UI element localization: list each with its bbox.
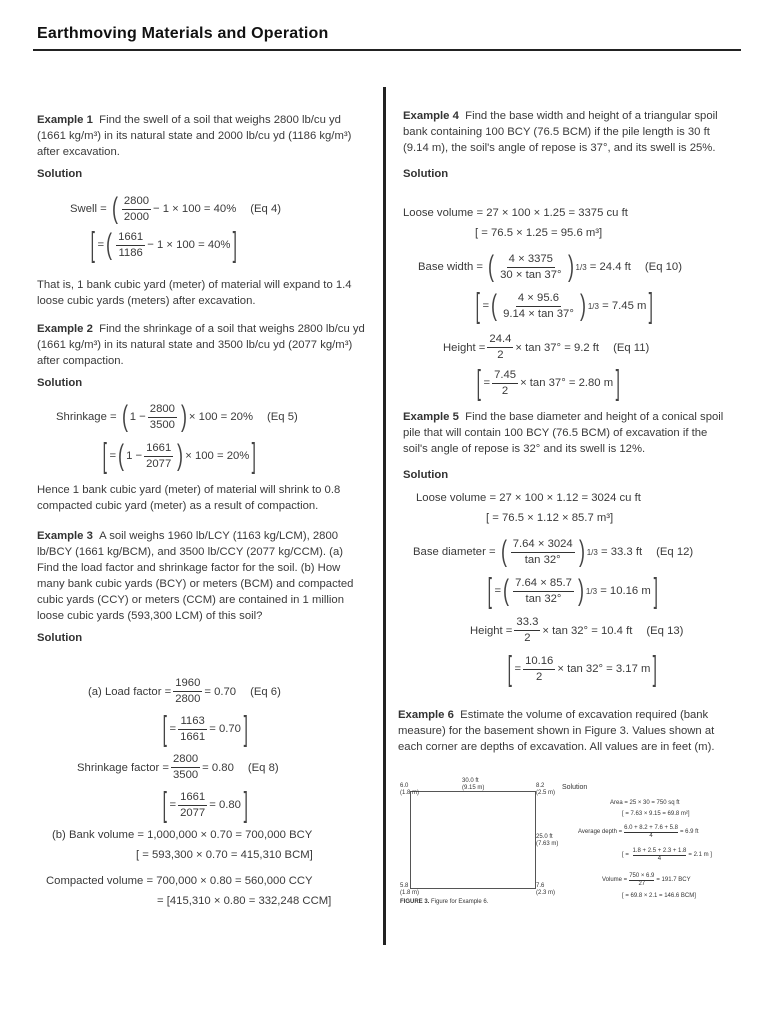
area-line: Area = 25 × 30 = 750 sq ft xyxy=(610,800,680,806)
shrinkage-factor-equation: Shrinkage factor = $\frac{2800}{3500}$ = 0.80 (Eq 8) xyxy=(77,753,279,781)
loose-volume-metric-ex4: [ = 76.5 × 1.25 = 95.6 m³] xyxy=(475,227,603,239)
height-equation-ex4-metric: [ = $\frac{7.45}{2}$ × tan 37° = 2.80 m ] xyxy=(476,364,620,402)
base-diameter-equation: Base diameter = ( $\frac{7.64 \times 3024}{\tan 32^\circ}$ ) 1/3 = 33.3 ft (Eq 12) xyxy=(413,535,694,568)
volume-metric-line: [ = 69.8 × 2.1 = 146.6 BCM] xyxy=(622,893,696,899)
example-4-solution-label: Solution xyxy=(403,168,449,180)
swell-equation-metric: [ = ( $\frac{1661}{1186}$ − 1 × 100 = 40% ] xyxy=(90,226,238,264)
shrinkage-factor-equation-metric: [ = $\frac{1661}{2077}$ = 0.80 ] xyxy=(162,786,248,824)
compacted-volume-line: Compacted volume = 700,000 × 0.80 = 560,000 CCY xyxy=(46,875,313,887)
bank-volume-metric-line: [ = 593,300 × 0.70 = 415,310 BCM] xyxy=(136,849,313,861)
example-4-text: Find the base width and height of a triangular spoil bank containing 100 BCY (76.5 BCM) if the pile length is 30 ft (9.14 m), the soil's angle of repose is 37°, and its swell is 25%. xyxy=(403,110,718,154)
example-1-block xyxy=(37,112,367,182)
example-3-block xyxy=(37,528,367,646)
loose-volume-line-ex4: Loose volume = 27 × 100 × 1.25 = 3375 cu ft xyxy=(403,207,628,219)
figure-3 xyxy=(400,778,750,908)
volume-line: Volume = $\frac{750 \times 6.9}{27}$ = 191.7 BCY xyxy=(602,873,691,887)
example-4-label: Example 4 xyxy=(403,110,459,122)
shrinkage-equation-metric: [ = ( 1 − $\frac{1661}{2077}$ ) × 100 = 20% ] xyxy=(102,437,257,475)
load-factor-equation-metric: [ = $\frac{1163}{1661}$ = 0.70 ] xyxy=(162,710,248,748)
example-5-block xyxy=(403,409,733,483)
example-1-label: Example 1 xyxy=(37,114,93,126)
example-5-solution-label: Solution xyxy=(403,469,449,481)
base-width-equation: Base width = ( $\frac{4 \times 3375}{30 \times \tan 37^\circ}$ ) 1/3 = 24.4 ft (Eq 10) xyxy=(418,250,682,283)
example-6-text: Estimate the volume of excavation required (bank measure) for the basement shown in Figure 3. Values shown at each corner are depths of excavation. All values are in feet (m). xyxy=(398,709,715,753)
example-6-block xyxy=(398,707,728,755)
area-metric-line: [ = 7.63 × 9.15 = 69.8 m²] xyxy=(622,811,690,817)
example-2-text: Find the shrinkage of a soil that weighs 2800 lb/cu yd (1661 kg/m³) in its natural state and 3500 lb/cu yd (2077 kg/m³) after compaction. xyxy=(37,323,365,367)
corner-bottom-left-depth: 5.8 (1.8 m) xyxy=(400,883,420,896)
base-width-equation-metric: [ = ( $\frac{4 \times 95.6}{9.14 \times \tan 37^\circ}$ ) 1/3 = 7.45 m ] xyxy=(475,287,654,325)
loose-volume-line-ex5: Loose volume = 27 × 100 × 1.12 = 3024 cu ft xyxy=(416,492,641,504)
corner-top-left-depth: 6.0 (1.8 m) xyxy=(400,783,420,796)
example-5-label: Example 5 xyxy=(403,411,459,423)
header-rule xyxy=(33,49,741,51)
example-2-note: Hence 1 bank cubic yard (meter) of material will shrink to 0.8 compacted cubic yard (meter) as a result of compaction. xyxy=(37,484,341,512)
average-depth-line: Average depth = $\frac{6.0 + 8.2 + 7.6 + 5.8}{4}$ = 6.9 ft xyxy=(578,825,699,839)
example-1-note: That is, 1 bank cubic yard (meter) of material will expand to 1.4 loose cubic yards (meters) after excavation. xyxy=(37,279,352,307)
load-factor-equation: (a) Load factor = $\frac{1960}{2800}$ = 0.70 (Eq 6) xyxy=(88,677,281,705)
column-divider xyxy=(383,87,386,945)
example-6-label: Example 6 xyxy=(398,709,454,721)
average-depth-metric-line: [ = $\frac{1.8 + 2.5 + 2.3 + 1.8}{4}$ = 2.1 m ] xyxy=(622,848,712,862)
height-equation-ex5-metric: [ = $\frac{10.16}{2}$ × tan 32° = 3.17 m ] xyxy=(507,650,658,688)
figure-caption: FIGURE 3. Figure for Example 6. xyxy=(400,899,489,905)
corner-top-right-depth: 8.2 (2.5 m) xyxy=(536,783,556,796)
bank-volume-line: (b) Bank volume = 1,000,000 × 0.70 = 700,000 BCY xyxy=(52,829,313,841)
example-1-text: Find the swell of a soil that weighs 2800 lb/cu yd (1661 kg/m³) in its natural state and 2000 lb/cu yd (1186 kg/m³) after excavation. xyxy=(37,114,352,158)
height-equation-ex4: Height = $\frac{24.4}{2}$ × tan 37° = 9.2 ft (Eq 11) xyxy=(443,333,650,361)
base-diameter-equation-metric: [ = ( $\frac{7.64 \times 85.7}{\tan 32^\circ}$ ) 1/3 = 10.16 m ] xyxy=(487,572,658,610)
height-equation-ex5: Height = $\frac{33.3}{2}$ × tan 32° = 10.4 ft (Eq 13) xyxy=(470,616,684,644)
example-2-label: Example 2 xyxy=(37,323,93,335)
example-5-text: Find the base diameter and height of a conical spoil pile that will contain 100 BCY (76.5 BCM) of excavation if the soil's angle of repose is 32° and its swell is 12%. xyxy=(403,411,724,455)
loose-volume-metric-ex5: [ = 76.5 × 1.12 × 85.7 m³] xyxy=(486,512,614,524)
example-3-text: A soil weighs 1960 lb/LCY (1163 kg/LCM), 2800 lb/BCY (1661 kg/BCM), and 3500 lb/CCY (2077 kg/CCM). (a) Find the load factor and shrinkage factor for the soil. (b) How many bank cubic yards (BCY) or meters (BCM) and compacted cubic yards (CCY) or meters (CCM) are contained in 1 million loose cubic yards (593,300 LCM) of this soil? xyxy=(37,530,354,622)
right-dimension: 25.0 ft (7.63 m) xyxy=(536,834,559,847)
swell-equation: Swell = ( $\frac{2800}{2000}$ − 1 × 100 = 40% (Eq 4) xyxy=(70,192,282,225)
example-4-block xyxy=(403,108,733,182)
figure-solution-label: Solution xyxy=(562,784,588,791)
corner-bottom-right-depth: 7.6 (2.3 m) xyxy=(536,883,556,896)
example-2-block xyxy=(37,321,367,391)
basement-plan-rectangle xyxy=(410,791,536,889)
shrinkage-equation: Shrinkage = ( 1 − $\frac{2800}{3500}$ ) × 100 = 20% (Eq 5) xyxy=(56,400,298,433)
top-dimension: 30.0 ft (9.15 m) xyxy=(462,778,485,791)
compacted-volume-metric-line: = [415,310 × 0.80 = 332,248 CCM] xyxy=(157,895,332,907)
example-1-solution-label: Solution xyxy=(37,168,83,180)
example-3-label: Example 3 xyxy=(37,530,93,542)
example-2-solution-label: Solution xyxy=(37,377,83,389)
page-header-title: Earthmoving Materials and Operation xyxy=(37,25,329,42)
example-3-solution-label: Solution xyxy=(37,632,83,644)
